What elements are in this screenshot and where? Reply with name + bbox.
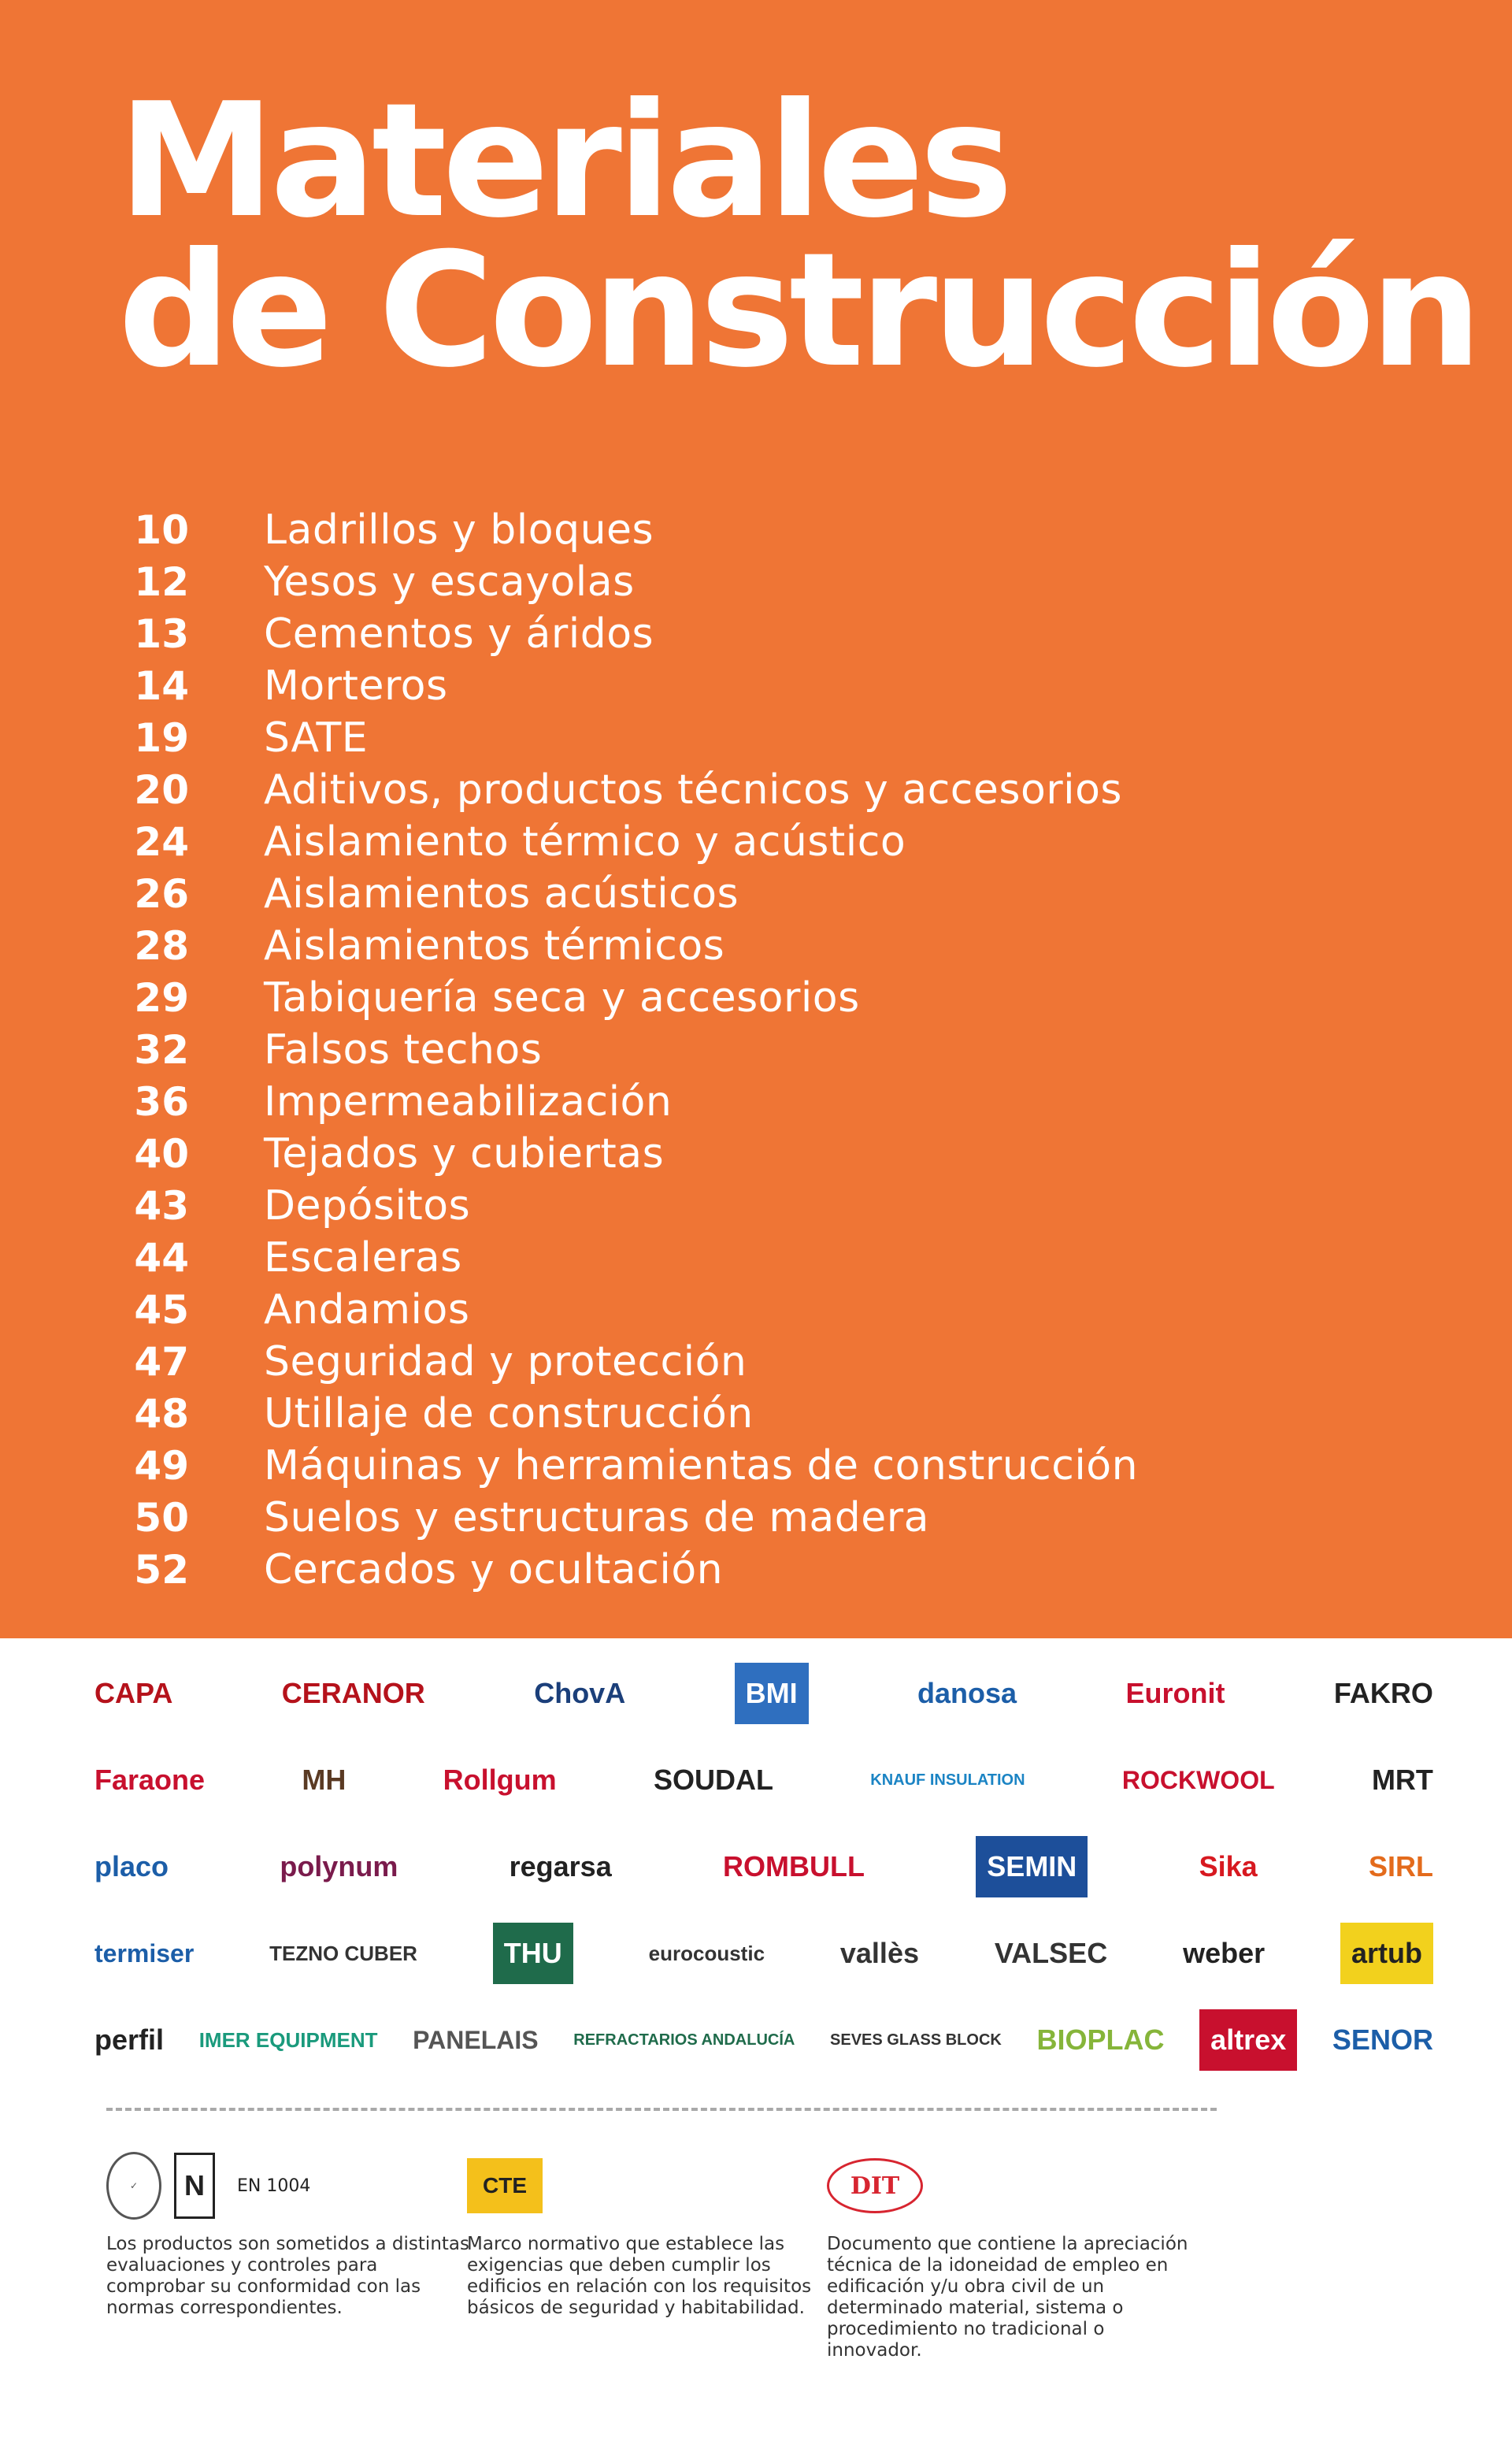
toc-item [118, 764, 1378, 816]
toc-page-number: 52 [134, 1547, 189, 1593]
toc-section-label: Falsos techos [264, 1026, 543, 1074]
brand-logo: perfil [94, 2023, 165, 2056]
toc-section-label: Aditivos, productos técnicos y accesorios [264, 766, 1123, 814]
toc-page-number: 45 [134, 1287, 189, 1333]
brand-logo: artub [1340, 1923, 1433, 1984]
brand-logo: KNAUF INSULATION [870, 1771, 1025, 1789]
toc-item [118, 972, 1378, 1024]
toc-section-label: Tejados y cubiertas [264, 1130, 665, 1178]
toc-section-label: Suelos y estructuras de madera [264, 1494, 930, 1541]
toc-page-number: 40 [134, 1131, 189, 1177]
toc-item [118, 1180, 1378, 1232]
table-of-contents [118, 504, 1378, 1596]
toc-section-label: SATE [264, 714, 369, 762]
brand-row [94, 1997, 1433, 2083]
toc-section-label: Ladrillos y bloques [264, 506, 654, 554]
brand-logo: BIOPLAC [1036, 2023, 1165, 2056]
toc-page-number: 13 [134, 611, 189, 657]
toc-section-label: Máquinas y herramientas de construcción [264, 1442, 1139, 1489]
toc-page-number: 43 [134, 1183, 189, 1229]
brand-logo: VALSEC [994, 1937, 1108, 1969]
brand-logo: termiser [94, 1938, 195, 1968]
brand-logo: polynum [280, 1850, 398, 1882]
brand-row [94, 1823, 1433, 1910]
brand-logo: PANELAIS [413, 2025, 539, 2054]
toc-page-number: 12 [134, 559, 189, 605]
toc-section-label: Aislamientos térmicos [264, 922, 725, 970]
aenor-mark-icon: N [174, 2153, 215, 2219]
toc-page-number: 19 [134, 715, 189, 761]
toc-section-label: Escaleras [264, 1234, 462, 1282]
brand-logo: THU [493, 1923, 573, 1984]
toc-section-label: Aislamientos acústicos [264, 870, 739, 918]
toc-item [118, 1336, 1378, 1388]
title-line-2: de Construcción [118, 219, 1478, 402]
toc-page-number: 28 [134, 923, 189, 969]
brand-logo: MRT [1371, 1764, 1433, 1796]
legend-dit-text: Documento que contiene la apreciación técnica de la idoneidad de empleo en edificación y/u obra civil de un determinado material, sistema o procedimiento no tradicional o innovador. [827, 2234, 1188, 2361]
brand-logo: BMI [735, 1663, 809, 1724]
toc-item [118, 712, 1378, 764]
toc-page-number: 47 [134, 1339, 189, 1385]
toc-section-label: Tabiquería seca y accesorios [264, 974, 860, 1022]
toc-item [118, 1388, 1378, 1440]
toc-item [118, 1024, 1378, 1076]
brand-logo: CERANOR [281, 1677, 425, 1709]
brand-logo: danosa [917, 1677, 1017, 1709]
toc-section-label: Cementos y áridos [264, 610, 654, 658]
toc-item [118, 920, 1378, 972]
toc-page-number: 24 [134, 819, 189, 865]
brand-logo: SEMIN [976, 1836, 1088, 1897]
toc-item [118, 1284, 1378, 1336]
brand-logo: SENOR [1332, 2023, 1433, 2056]
brand-logo: MH [302, 1764, 346, 1796]
toc-page-number: 20 [134, 767, 189, 813]
brand-logo: REFRACTARIOS ANDALUCÍA [573, 2031, 795, 2049]
toc-item [118, 1128, 1378, 1180]
page-title [118, 69, 1478, 402]
toc-page-number: 44 [134, 1235, 189, 1281]
brand-logo: weber [1183, 1937, 1266, 1969]
toc-page-number: 48 [134, 1391, 189, 1437]
toc-item [118, 816, 1378, 868]
brand-row [94, 1650, 1433, 1737]
brand-logo: SIRL [1368, 1850, 1433, 1882]
brand-logo: TEZNO CUBER [269, 1941, 417, 1965]
toc-item [118, 1544, 1378, 1596]
brand-logo: placo [94, 1850, 169, 1882]
brand-logos [94, 1650, 1433, 2083]
toc-section-label: Impermeabilización [264, 1078, 673, 1126]
toc-page-number: 14 [134, 663, 189, 709]
cte-badge: CTE [467, 2158, 543, 2213]
legend-dit [827, 2150, 1197, 2361]
brand-row [94, 1910, 1433, 1997]
dit-badge: DIT [827, 2158, 923, 2213]
toc-page-number: 32 [134, 1027, 189, 1073]
toc-section-label: Seguridad y protección [264, 1338, 747, 1385]
toc-page-number: 10 [134, 507, 189, 553]
brand-logo: SOUDAL [653, 1764, 773, 1796]
legend-certification-text: Los productos son sometidos a distintas evaluaciones y controles para comprobar su conformidad con las normas correspondientes. [106, 2234, 469, 2318]
brand-logo: IMER EQUIPMENT [198, 2027, 378, 2052]
toc-page-number: 36 [134, 1079, 189, 1125]
toc-section-label: Andamios [264, 1286, 470, 1333]
en-norm-code: EN 1004 [237, 2175, 311, 2196]
toc-section-label: Yesos y escayolas [264, 558, 635, 606]
brand-logo: Faraone [94, 1764, 206, 1796]
toc-item [118, 868, 1378, 920]
legend-certification [106, 2150, 476, 2319]
toc-page-number: 49 [134, 1443, 189, 1489]
toc-item [118, 1440, 1378, 1492]
toc-section-label: Depósitos [264, 1182, 471, 1230]
toc-item [118, 1232, 1378, 1284]
brand-logo: FAKRO [1333, 1677, 1433, 1709]
brand-logo: Euronit [1125, 1677, 1225, 1709]
toc-item [118, 556, 1378, 608]
title-line-1: Materiales [118, 69, 1009, 253]
toc-section-label: Aislamiento térmico y acústico [264, 818, 906, 866]
brand-logo: CAPA [94, 1677, 173, 1709]
toc-item [118, 1492, 1378, 1544]
brand-logo: ROMBULL [723, 1850, 865, 1882]
brand-logo: Sika [1199, 1850, 1258, 1882]
brand-row [94, 1737, 1433, 1823]
toc-item [118, 608, 1378, 660]
toc-section-label: Utillaje de construcción [264, 1390, 754, 1437]
brand-logo: regarsa [509, 1850, 612, 1882]
brand-logo: SEVES GLASS BLOCK [830, 2031, 1002, 2049]
bureau-veritas-seal-icon: ✓ [106, 2152, 161, 2220]
brand-logo: altrex [1199, 2009, 1297, 2071]
dashed-divider [106, 2108, 1217, 2111]
toc-item [118, 1076, 1378, 1128]
toc-item [118, 504, 1378, 556]
brand-logo: eurocoustic [648, 1941, 765, 1965]
legend-cte [467, 2150, 837, 2319]
toc-page-number: 50 [134, 1495, 189, 1541]
toc-section-label: Cercados y ocultación [264, 1546, 724, 1593]
toc-section-label: Morteros [264, 662, 448, 710]
legend-cte-text: Marco normativo que establece las exigencias que deben cumplir los edificios en relación con los requisitos básicos de seguridad y habitabilidad. [467, 2234, 812, 2318]
brand-logo: Rollgum [443, 1764, 557, 1796]
brand-logo: vallès [839, 1937, 919, 1969]
brand-logo: ChovA [534, 1677, 626, 1709]
brand-logo: ROCKWOOL [1121, 1765, 1275, 1794]
toc-page-number: 29 [134, 975, 189, 1021]
toc-page-number: 26 [134, 871, 189, 917]
toc-item [118, 660, 1378, 712]
